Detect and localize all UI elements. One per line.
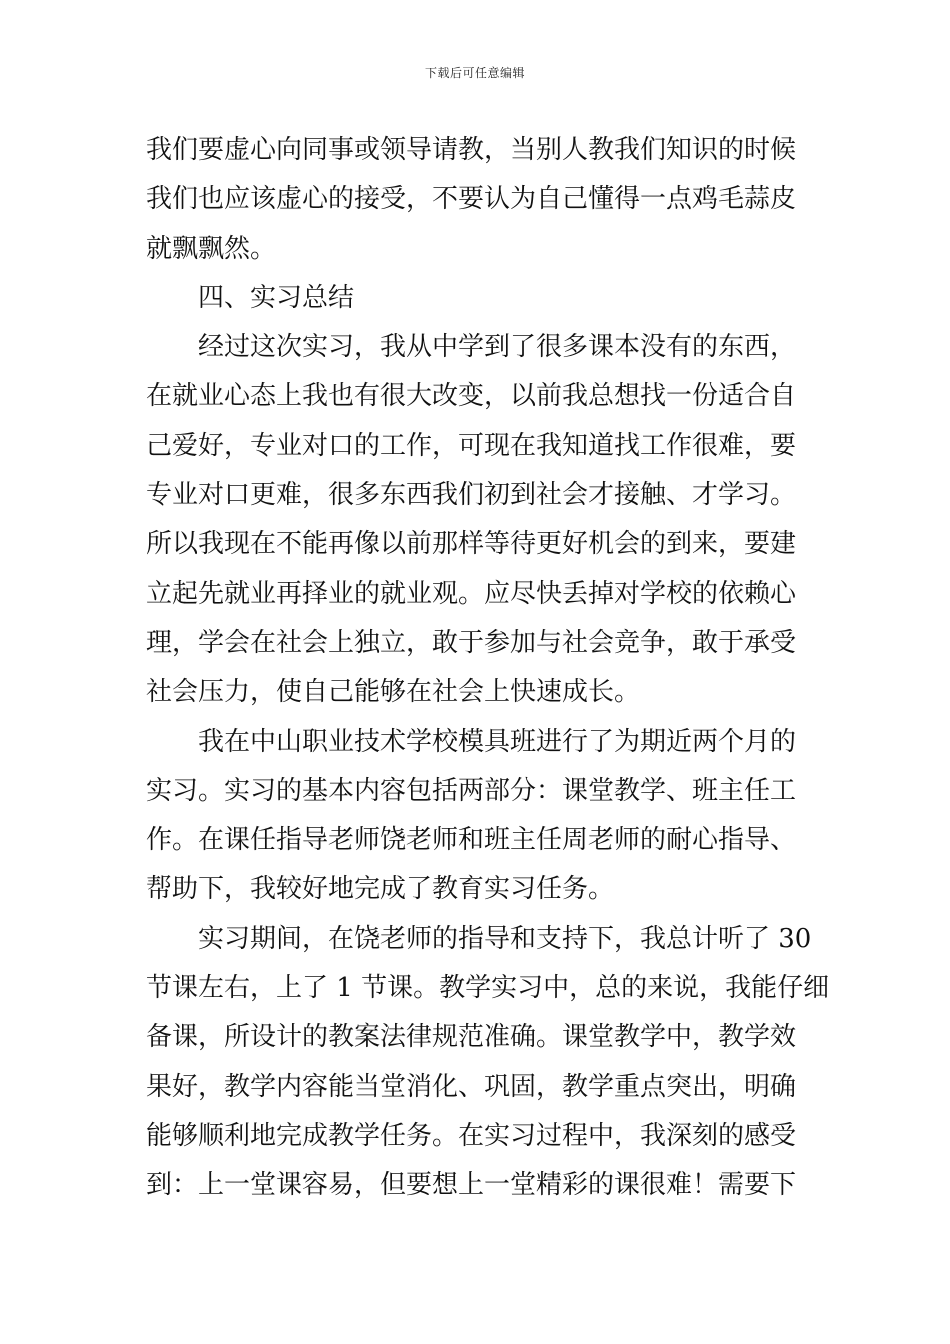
text-line: 果好，教学内容能当堂消化、巩固，教学重点突出，明确	[146, 1071, 797, 1102]
text-line: 我们要虚心向同事或领导请教，当别人教我们知识的时候	[146, 135, 797, 165]
text-line: 立起先就业再择业的就业观。应尽快丢掉对学校的依赖心	[146, 578, 797, 609]
text-line: 实习。实习的基本内容包括两部分：课堂教学、班主任工	[146, 775, 797, 806]
page-header: 下载后可任意编辑	[424, 66, 525, 80]
text-line: 专业对口更难，很多东西我们初到社会才接触、才学习。	[146, 480, 797, 511]
text-line: 帮助下，我较好地完成了教育实习任务。	[146, 874, 615, 905]
text-line: 备课，所设计的教案法律规范准确。课堂教学中，教学效	[146, 1022, 797, 1053]
text-line: 理，学会在社会上独立，敢于参加与社会竞争，敢于承受	[146, 627, 797, 658]
text-line: 实习期间，在饶老师的指导和支持下，我总计听了 30	[198, 923, 812, 954]
text-line: 四、实习总结	[198, 282, 355, 313]
text-line: 能够顺利地完成教学任务。在实习过程中，我深刻的感受	[146, 1120, 797, 1151]
text-line: 节课左右，上了 1 节课。教学实习中，总的来说，我能仔细	[146, 973, 830, 1004]
text-line: 作。在课任指导老师饶老师和班主任周老师的耐心指导、	[146, 825, 797, 856]
document-body	[146, 126, 830, 1211]
text-line: 我们也应该虚心的接受，不要认为自己懂得一点鸡毛蒜皮	[146, 184, 797, 215]
text-line: 我在中山职业技术学校模具班进行了为期近两个月的	[198, 726, 797, 757]
text-line: 经过这次实习，我从中学到了很多课本没有的东西，	[198, 332, 797, 363]
text-line: 到：上一堂课容易，但要想上一堂精彩的课很难！需要下	[146, 1170, 797, 1201]
text-line: 社会压力，使自己能够在社会上快速成长。	[146, 677, 641, 708]
text-line: 己爱好，专业对口的工作，可现在我知道找工作很难，要	[146, 430, 797, 461]
text-line: 在就业心态上我也有很大改变，以前我总想找一份适合自	[146, 381, 797, 412]
text-line: 所以我现在不能再像以前那样等待更好机会的到来，要建	[146, 529, 797, 560]
text-line: 就飘飘然。	[146, 233, 277, 264]
